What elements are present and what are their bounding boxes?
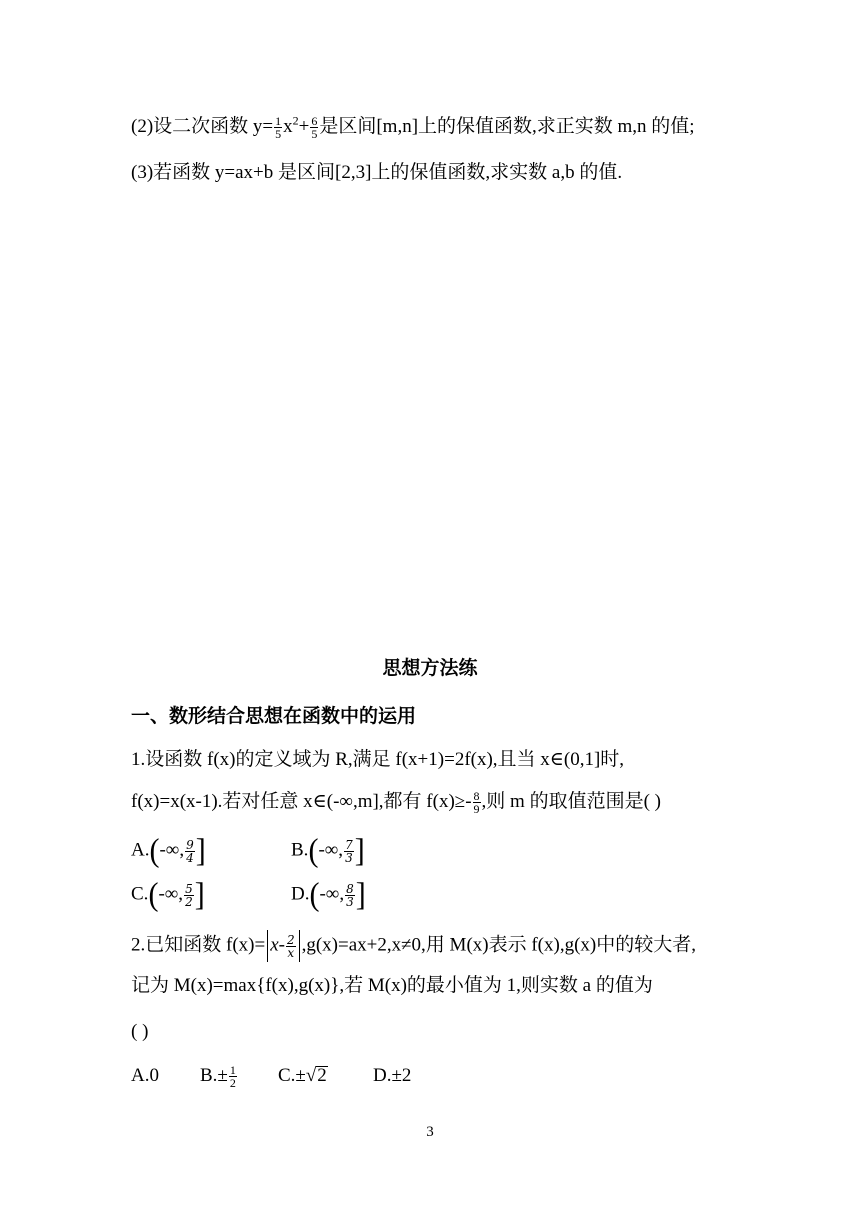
q1-line2: f(x)=x(x-1).若对任意 x∈(-∞,m],都有 f(x)≥- $\frac{8}{9}$ ,则 m 的取值范围是( ) [131, 789, 661, 817]
fraction: $\frac{8}{9}$ [473, 789, 480, 817]
q2-line2: 记为 M(x)=max{f(x),g(x)},若 M(x)的最小值为 1,则实数 a 的值为 [131, 975, 653, 996]
q1-option-d[interactable]: D.(-∞, $\frac{8}{3}$ ] [291, 876, 366, 913]
q1-option-a[interactable]: A.(-∞, $\frac{9}{4}$ ] [131, 832, 206, 869]
q1-option-b[interactable]: B.(-∞, $\frac{7}{3}$ ] [291, 832, 365, 869]
abs-bar [299, 930, 300, 962]
q2-option-a[interactable]: A.0 [131, 1065, 159, 1086]
q2-line1: 2.已知函数 f(x)= x- $\frac{2}{x}$ ,g(x)=ax+2,x≠0,用 M(x)表示 f(x),g(x)中的较大者, [131, 930, 696, 962]
page-number: 3 [426, 1124, 434, 1140]
question-part-2: (2)设二次函数 y= $\frac{1}{5}$ $x^2+$ $\frac{6}{5}$ 是区间[m,n]上的保值函数,求正实数 m,n 的值; [131, 113, 695, 142]
fraction: $\frac{1}{5}$ [275, 114, 282, 142]
abs-bar [267, 930, 268, 962]
subsection-title: 一、数形结合思想在函数中的运用 [131, 705, 417, 727]
text: (2)设二次函数 y= [131, 116, 274, 137]
question-part-3: (3)若函数 y=ax+b 是区间[2,3]上的保值函数,求实数 a,b 的值. [131, 162, 623, 183]
q2-option-c[interactable]: C.±√2 [278, 1065, 327, 1086]
q1-option-c[interactable]: C.(-∞, $\frac{5}{2}$ ] [131, 876, 205, 913]
section-title: 思想方法练 [382, 657, 478, 679]
q1-line1: 1.设函数 f(x)的定义域为 R,满足 f(x+1)=2f(x),且当 x∈(0,1]时, [131, 749, 625, 770]
q2-option-b[interactable]: B.± $\frac{1}{2}$ [200, 1063, 236, 1091]
q2-option-d[interactable]: D.±2 [373, 1065, 412, 1086]
exponent: 2 [292, 113, 299, 128]
q2-line3: ( ) [131, 1021, 149, 1042]
fraction: $\frac{6}{5}$ [311, 114, 318, 142]
